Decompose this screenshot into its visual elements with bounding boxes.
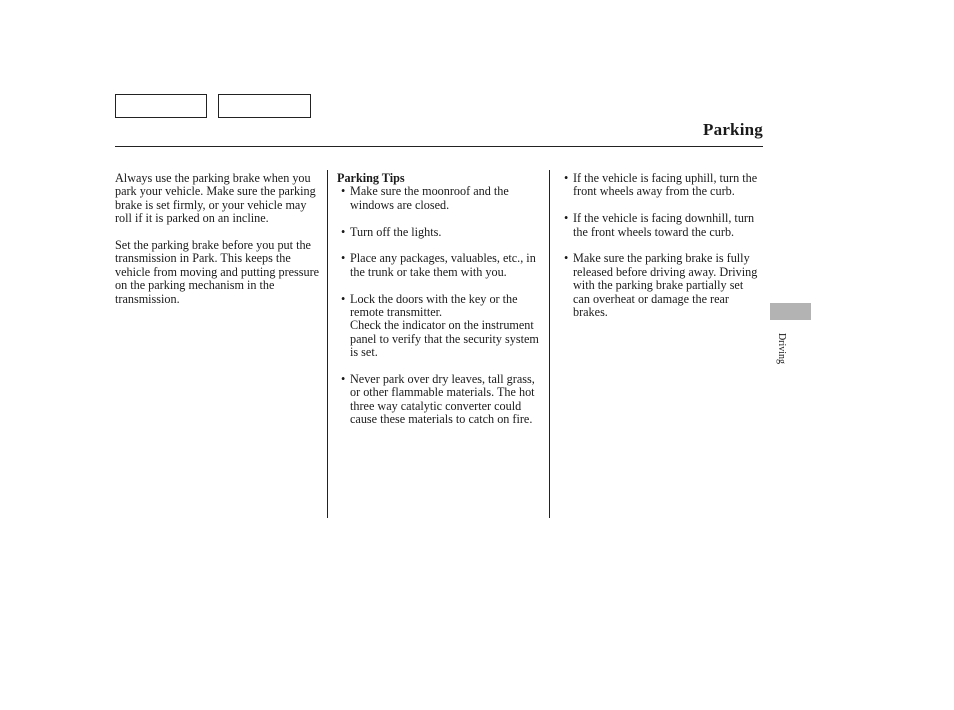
column-divider [327, 170, 328, 518]
list-item [337, 252, 543, 279]
list-item [337, 293, 543, 360]
column-middle [337, 172, 543, 440]
list-item-text: Make sure the parking brake is fully released before driving away. Driving with the parking brake partially set can overheat or damage the rear brakes. [573, 251, 758, 320]
page-title: Parking [703, 120, 763, 139]
list-item-text: Never park over dry leaves, tall grass, or other flammable materials. The hot three way catalytic converter could cause these materials to catch on fire. [350, 372, 535, 427]
column-divider [549, 170, 550, 518]
nav-button-next[interactable] [218, 94, 311, 118]
list-item-text: Make sure the moonroof and the windows are closed. [350, 184, 509, 212]
list-item-text: Turn off the lights. [350, 224, 442, 239]
list-item [560, 172, 762, 199]
column-left [115, 172, 320, 319]
list-item [337, 373, 543, 427]
list-item [560, 252, 762, 319]
section-tab[interactable] [770, 303, 811, 320]
list-item-subtext: Check the indicator on the instrument panel to verify that the security system is set. [350, 318, 539, 360]
section-heading: Parking Tips [337, 171, 405, 185]
section-tab-label: Driving [776, 332, 788, 365]
column-right [560, 172, 762, 333]
list-item-text: If the vehicle is facing uphill, turn the front wheels away from the curb. [573, 171, 758, 199]
list-item [560, 212, 762, 239]
header-rule [115, 146, 763, 147]
paragraph: Set the parking brake before you put the transmission in Park. This keeps the vehicle from moving and putting pressure on the parking mechanism in the transmission. [115, 238, 320, 306]
list-item-text: If the vehicle is facing downhill, turn the front wheels toward the curb. [573, 211, 755, 239]
list-item-text: Lock the doors with the key or the remote transmitter. [350, 291, 518, 320]
list-item [337, 185, 543, 212]
list-item-text: Place any packages, valuables, etc., in the trunk or take them with you. [350, 251, 536, 279]
paragraph: Always use the parking brake when you park your vehicle. Make sure the parking brake is set firmly, or your vehicle may roll if it is parked on an incline. [115, 171, 316, 226]
list-item [337, 226, 543, 239]
nav-button-previous[interactable] [115, 94, 207, 118]
